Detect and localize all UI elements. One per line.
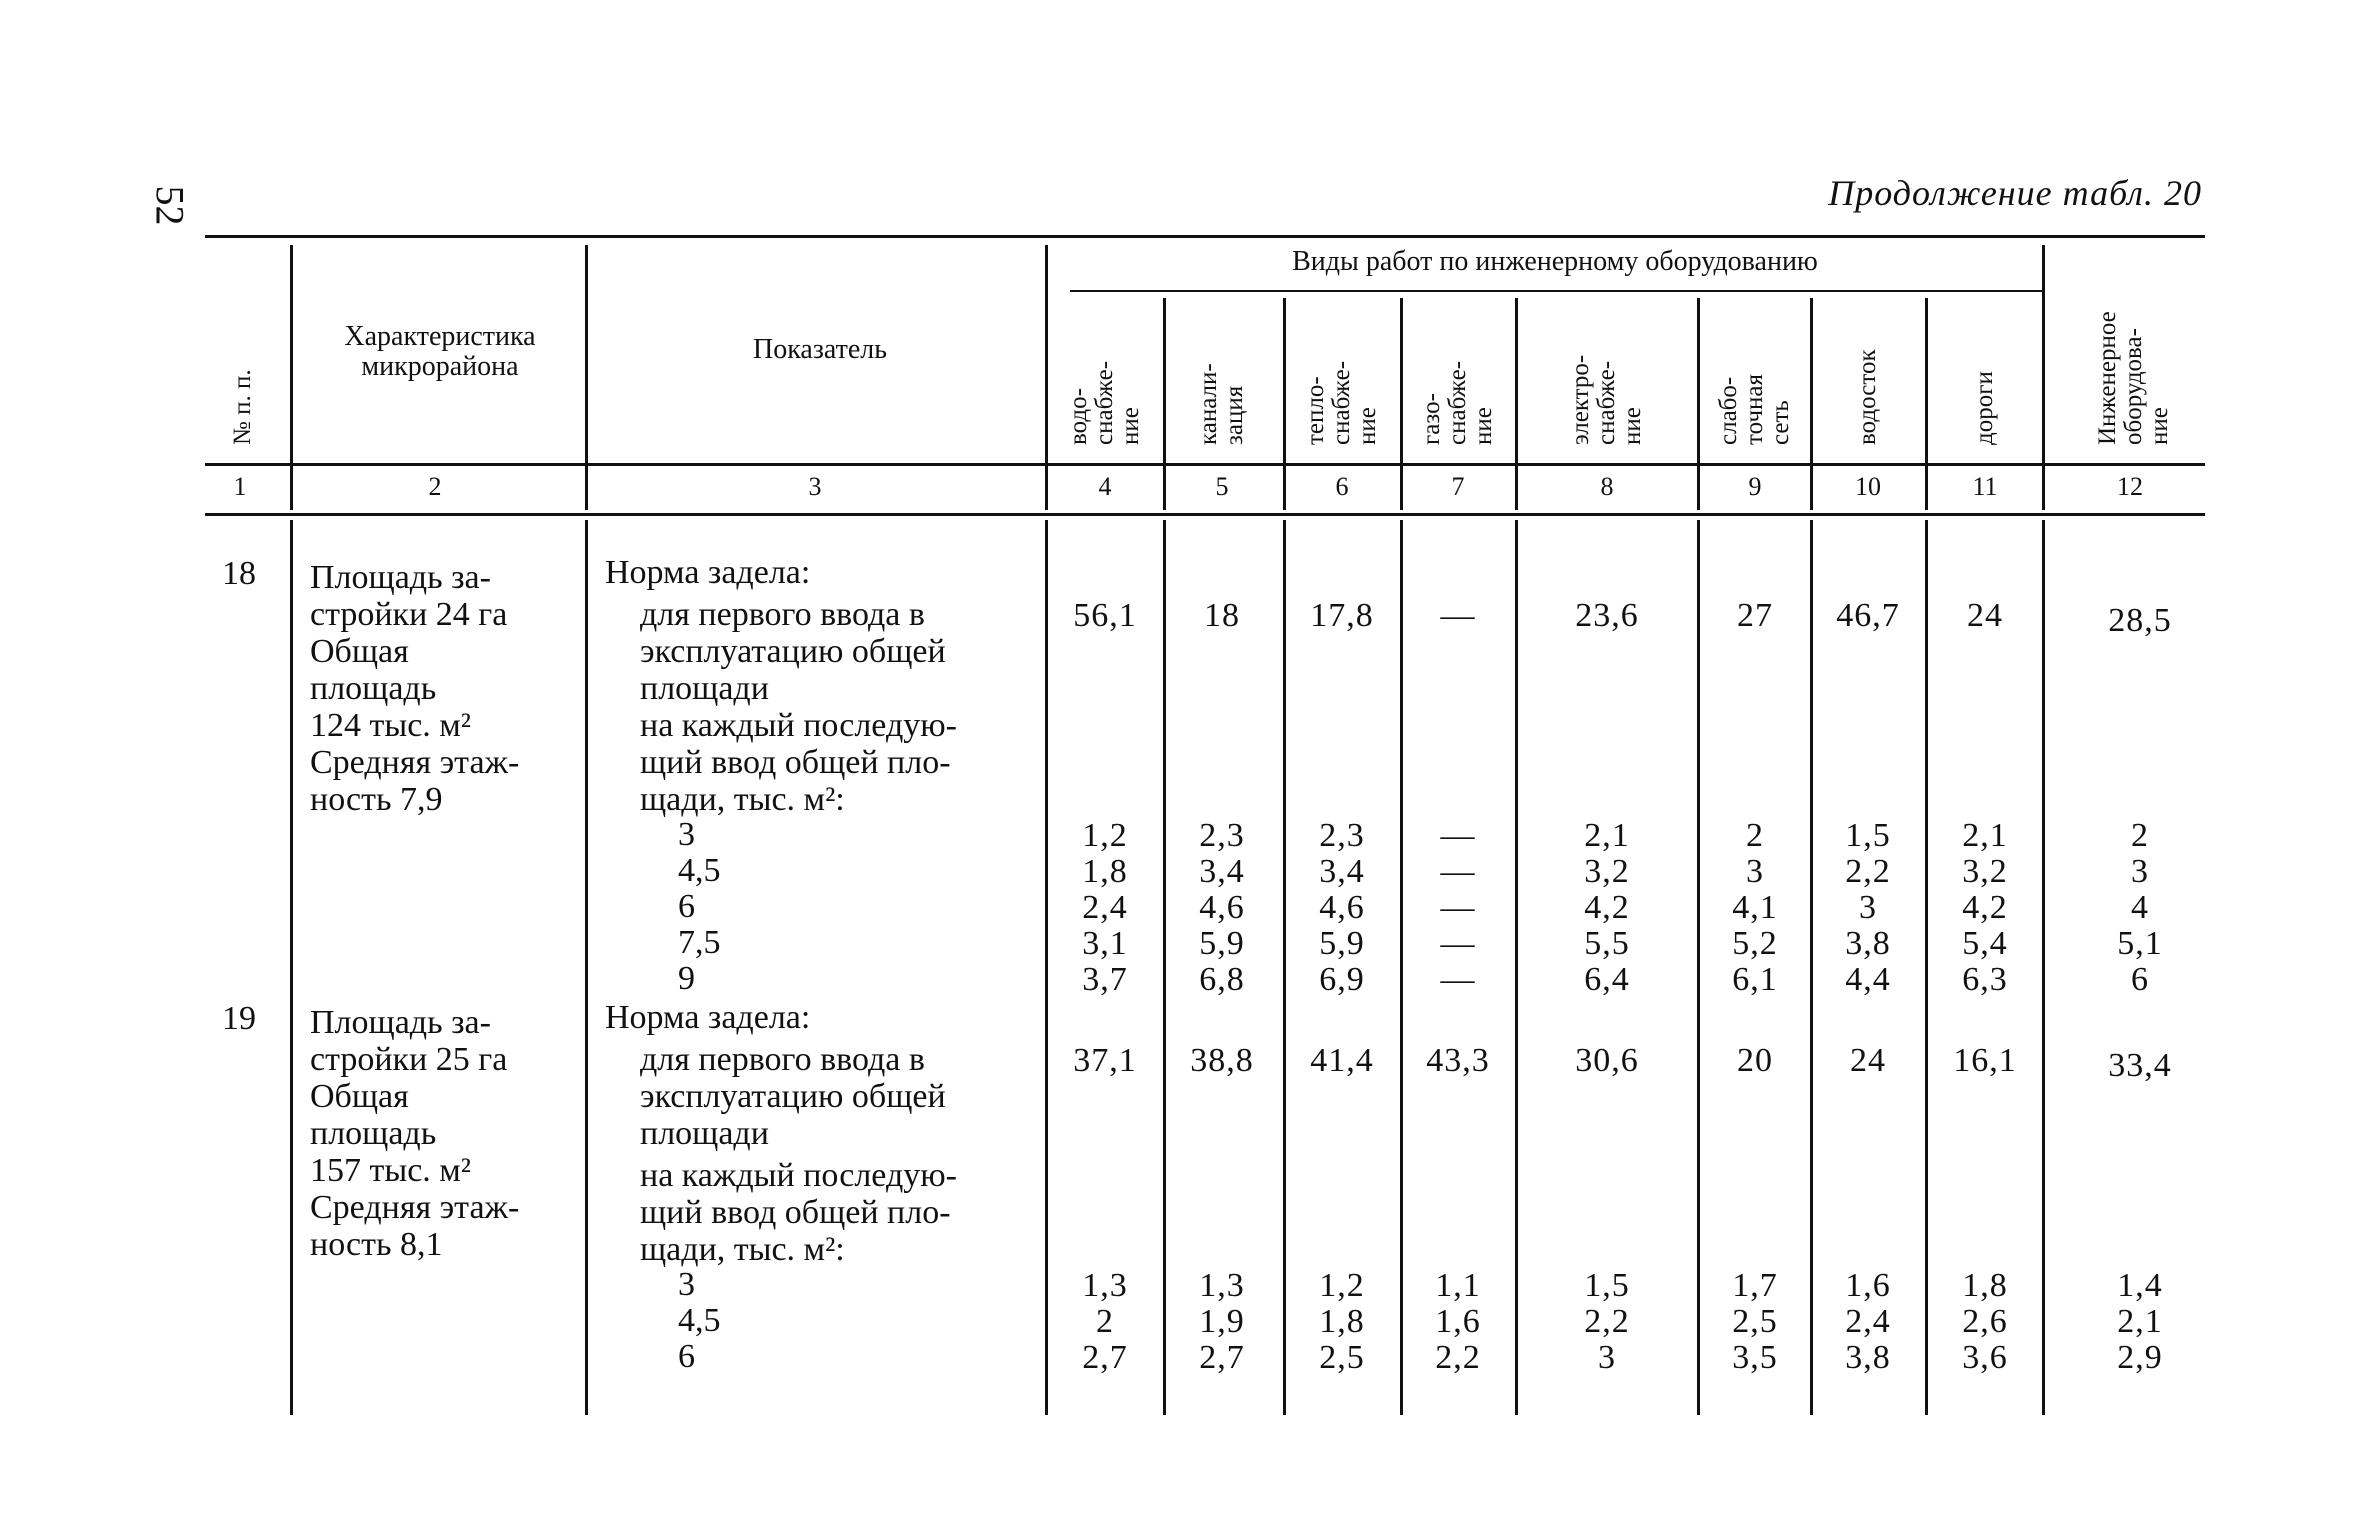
column-number: 2	[428, 472, 442, 501]
first-input-label: эксплуатацию общей	[640, 633, 946, 670]
area-step-value: 1,6	[1435, 1303, 1481, 1340]
area-step-value: 5,1	[2117, 925, 2163, 962]
body-divider	[1925, 520, 1928, 1415]
area-step-label: 6	[678, 888, 695, 925]
first-input-value: 27	[1737, 597, 1773, 634]
body-divider	[1400, 520, 1403, 1415]
header-subcol-8: электро- снабже- ние	[1567, 354, 1646, 445]
body-divider	[1283, 520, 1286, 1415]
first-input-value: 37,1	[1073, 1042, 1137, 1079]
area-step-value: 2,5	[1732, 1303, 1778, 1340]
area-step-value: 3,8	[1845, 925, 1891, 962]
area-step-value: 2,6	[1962, 1303, 2008, 1340]
next-input-label: щади, тыс. м²:	[640, 1231, 845, 1268]
indicator-title: Норма задела:	[605, 999, 811, 1036]
column-number: 10	[1855, 472, 1881, 501]
area-step-value: 6,4	[1584, 961, 1630, 998]
rule-colnums-bottom	[205, 513, 2205, 516]
first-input-label: для первого ввода в	[640, 1041, 925, 1078]
area-step-value: 3,4	[1319, 853, 1365, 890]
area-step-value: 6,8	[1199, 961, 1245, 998]
subheader-divider	[1283, 298, 1286, 510]
header-col-indicator: Показатель	[753, 334, 887, 365]
area-step-value: 3	[1746, 853, 1764, 890]
area-step-label: 3	[678, 816, 695, 853]
area-step-value: 2,5	[1319, 1339, 1365, 1376]
area-step-value: 4,1	[1732, 889, 1778, 926]
area-step-value: 5,9	[1319, 925, 1365, 962]
page-number: 52	[147, 185, 193, 226]
characteristic-line: Общая	[310, 1078, 409, 1115]
area-step-value: 5,9	[1199, 925, 1245, 962]
area-step-value: 1,2	[1082, 817, 1128, 854]
characteristic-line: стройки 25 га	[310, 1041, 508, 1078]
area-step-value: 3,2	[1962, 853, 2008, 890]
first-input-value: 43,3	[1426, 1042, 1490, 1079]
area-step-value: 3,8	[1845, 1339, 1891, 1376]
subheader-divider	[1810, 298, 1813, 510]
area-step-value: 1,3	[1082, 1267, 1128, 1304]
first-input-value: 20	[1737, 1042, 1773, 1079]
header-divider	[1045, 245, 1048, 510]
area-step-value: 1,4	[2117, 1267, 2163, 1304]
area-step-value: 3,2	[1584, 853, 1630, 890]
area-step-value: 3	[1859, 889, 1877, 926]
header-divider	[290, 245, 293, 510]
next-input-label: на каждый последую-	[640, 1157, 957, 1194]
area-step-value: 3,4	[1199, 853, 1245, 890]
first-input-label: эксплуатацию общей	[640, 1078, 946, 1115]
header-col-number: № п. п.	[229, 369, 256, 445]
column-number: 9	[1748, 472, 1762, 501]
area-step-value: 1,2	[1319, 1267, 1365, 1304]
row-number: 18	[222, 555, 256, 592]
first-input-value: 28,5	[2108, 602, 2172, 639]
first-input-label: площади	[640, 1115, 769, 1152]
first-input-value: 18	[1204, 597, 1240, 634]
area-step-value: 1,8	[1319, 1303, 1365, 1340]
area-step-value: 5,5	[1584, 925, 1630, 962]
header-subcol-4: водо- снабже- ние	[1065, 360, 1144, 445]
column-number: 3	[808, 472, 822, 501]
characteristic-line: Средняя этаж-	[310, 1189, 520, 1226]
area-step-value: 2	[1746, 817, 1764, 854]
header-subcol-10: водосток	[1854, 349, 1881, 445]
area-step-value: 1,8	[1962, 1267, 2008, 1304]
area-step-value: 1,3	[1199, 1267, 1245, 1304]
area-step-value: —	[1440, 853, 1476, 890]
area-step-value: 2,2	[1435, 1339, 1481, 1376]
next-input-label: щади, тыс. м²:	[640, 781, 845, 818]
column-number: 11	[1972, 472, 1998, 501]
first-input-value: 41,4	[1310, 1042, 1374, 1079]
area-step-value: 3	[1598, 1339, 1616, 1376]
area-step-value: 4,2	[1584, 889, 1630, 926]
area-step-value: 2,9	[2117, 1339, 2163, 1376]
subheader-divider	[1925, 298, 1928, 510]
area-step-value: 2,4	[1082, 889, 1128, 926]
area-step-value: 6,1	[1732, 961, 1778, 998]
header-divider	[2042, 245, 2045, 510]
next-input-label: щий ввод общей пло-	[640, 1194, 951, 1231]
area-step-label: 9	[678, 960, 695, 997]
characteristic-line: ность 7,9	[310, 781, 443, 818]
column-number: 5	[1215, 472, 1229, 501]
characteristic-line: 157 тыс. м²	[310, 1152, 472, 1189]
subheader-divider	[1515, 298, 1518, 510]
next-input-label: щий ввод общей пло-	[640, 744, 951, 781]
area-step-value: 4,2	[1962, 889, 2008, 926]
area-step-value: 2,1	[1584, 817, 1630, 854]
area-step-value: 3,6	[1962, 1339, 2008, 1376]
body-divider	[1163, 520, 1166, 1415]
next-input-label: на каждый последую-	[640, 707, 957, 744]
area-step-value: 1,9	[1199, 1303, 1245, 1340]
area-step-value: 4	[2131, 889, 2149, 926]
row-number: 19	[222, 1000, 256, 1037]
area-step-value: 3,1	[1082, 925, 1128, 962]
area-step-value: 5,2	[1732, 925, 1778, 962]
indicator-title: Норма задела:	[605, 554, 811, 591]
area-step-value: 1,7	[1732, 1267, 1778, 1304]
area-step-value: 2,3	[1319, 817, 1365, 854]
first-input-value: 30,6	[1575, 1042, 1639, 1079]
header-subcol-11: дороги	[1971, 371, 1998, 445]
body-divider	[1515, 520, 1518, 1415]
area-step-value: 2,4	[1845, 1303, 1891, 1340]
area-step-value: 2	[1096, 1303, 1114, 1340]
area-step-value: 2,2	[1845, 853, 1891, 890]
area-step-label: 4,5	[678, 1302, 721, 1339]
characteristic-line: Площадь за-	[310, 559, 491, 596]
area-step-value: 2,7	[1082, 1339, 1128, 1376]
body-divider	[1697, 520, 1700, 1415]
body-divider	[1810, 520, 1813, 1415]
column-number: 4	[1098, 472, 1112, 501]
area-step-value: 2,2	[1584, 1303, 1630, 1340]
area-step-value: 2,1	[1962, 817, 2008, 854]
area-step-value: 1,1	[1435, 1267, 1481, 1304]
first-input-value: 24	[1967, 597, 2003, 634]
subheader-divider	[1400, 298, 1403, 510]
body-divider	[2042, 520, 2045, 1415]
column-number: 6	[1335, 472, 1349, 501]
header-subcol-9: слабо- точная сеть	[1715, 374, 1794, 445]
header-col-characteristic: Характеристика микрорайона	[344, 321, 536, 382]
column-number: 1	[233, 472, 247, 501]
header-col-engineering: Инженерное оборудова- ние	[2094, 311, 2173, 445]
area-step-value: 4,6	[1199, 889, 1245, 926]
header-divider	[585, 245, 588, 510]
subheader-divider	[1163, 298, 1166, 510]
rule-group	[1070, 290, 2042, 292]
area-step-value: 2,7	[1199, 1339, 1245, 1376]
first-input-value: 16,1	[1953, 1042, 2017, 1079]
area-step-value: —	[1440, 817, 1476, 854]
body-divider	[1045, 520, 1048, 1415]
column-number: 7	[1451, 472, 1465, 501]
body-divider	[585, 520, 588, 1415]
header-work-group: Виды работ по инженерному оборудованию	[1292, 246, 1818, 277]
area-step-value: —	[1440, 889, 1476, 926]
area-step-value: 1,6	[1845, 1267, 1891, 1304]
first-input-value: —	[1440, 597, 1476, 634]
first-input-value: 23,6	[1575, 597, 1639, 634]
area-step-label: 4,5	[678, 852, 721, 889]
area-step-value: 2,3	[1199, 817, 1245, 854]
characteristic-line: Общая	[310, 633, 409, 670]
header-subcol-7: газо- снабже- ние	[1418, 360, 1497, 445]
area-step-value: —	[1440, 925, 1476, 962]
first-input-value: 56,1	[1073, 597, 1137, 634]
column-number: 8	[1600, 472, 1614, 501]
characteristic-line: Средняя этаж-	[310, 744, 520, 781]
area-step-value: 3,7	[1082, 961, 1128, 998]
table-caption: Продолжение табл. 20	[1828, 173, 2202, 213]
characteristic-line: 124 тыс. м²	[310, 707, 472, 744]
body-divider	[290, 520, 293, 1415]
header-subcol-6: тепло- снабже- ние	[1302, 360, 1381, 445]
area-step-value: 4,6	[1319, 889, 1365, 926]
area-step-label: 3	[678, 1266, 695, 1303]
area-step-value: 4,4	[1845, 961, 1891, 998]
area-step-value: 3,5	[1732, 1339, 1778, 1376]
area-step-value: 3	[2131, 853, 2149, 890]
first-input-value: 24	[1850, 1042, 1886, 1079]
rule-top	[205, 235, 2205, 238]
first-input-value: 17,8	[1310, 597, 1374, 634]
characteristic-line: Площадь за-	[310, 1004, 491, 1041]
area-step-value: 6,9	[1319, 961, 1365, 998]
characteristic-line: ность 8,1	[310, 1226, 443, 1263]
area-step-value: 6,3	[1962, 961, 2008, 998]
first-input-value: 38,8	[1190, 1042, 1254, 1079]
first-input-value: 33,4	[2108, 1047, 2172, 1084]
area-step-value: 5,4	[1962, 925, 2008, 962]
area-step-value: 2,1	[2117, 1303, 2163, 1340]
characteristic-line: площадь	[310, 1115, 437, 1152]
area-step-value: 1,5	[1584, 1267, 1630, 1304]
rule-header-bottom	[205, 463, 2205, 466]
characteristic-line: площадь	[310, 670, 437, 707]
area-step-value: 1,5	[1845, 817, 1891, 854]
area-step-label: 6	[678, 1338, 695, 1375]
area-step-value: 1,8	[1082, 853, 1128, 890]
column-number: 12	[2117, 472, 2143, 501]
first-input-label: для первого ввода в	[640, 596, 925, 633]
header-subcol-5: канали- зация	[1195, 363, 1248, 445]
characteristic-line: стройки 24 га	[310, 596, 508, 633]
subheader-divider	[1697, 298, 1700, 510]
area-step-value: —	[1440, 961, 1476, 998]
first-input-value: 46,7	[1836, 597, 1900, 634]
area-step-value: 2	[2131, 817, 2149, 854]
first-input-label: площади	[640, 670, 769, 707]
area-step-label: 7,5	[678, 924, 721, 961]
area-step-value: 6	[2131, 961, 2149, 998]
